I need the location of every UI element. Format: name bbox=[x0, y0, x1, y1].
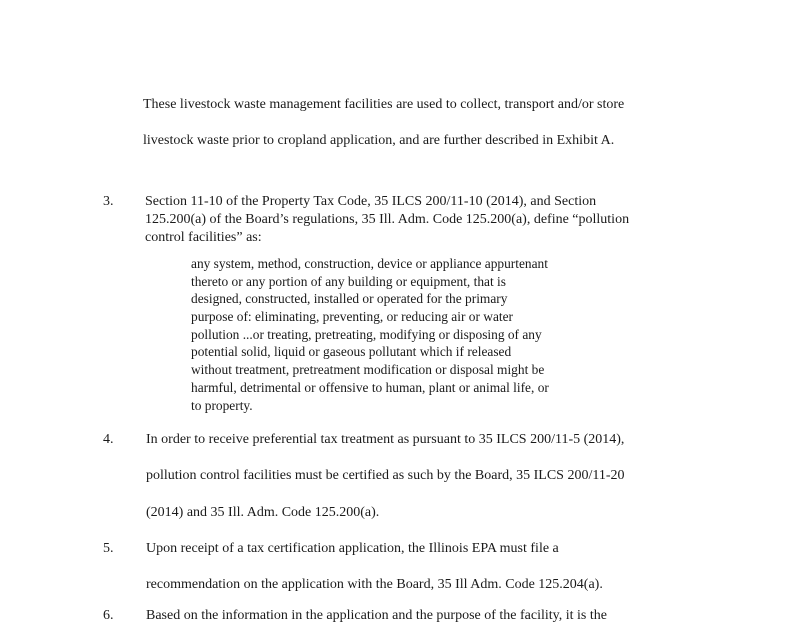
quote-line: designed, constructed, installed or operated for the primary bbox=[191, 291, 508, 306]
quote-line: any system, method, construction, device or appliance appurtenant bbox=[191, 256, 548, 271]
paragraph-line: Section 11-10 of the Property Tax Code, 35 ILCS 200/11-10 (2014), and Section bbox=[145, 194, 597, 209]
quote-line: without treatment, pretreatment modification or disposal might be bbox=[191, 362, 545, 377]
paragraph-line: Based on the information in the application and the purpose of the facility, it is the bbox=[146, 608, 607, 623]
quote-line: to property. bbox=[191, 398, 253, 413]
quote-line: thereto or any portion of any building or equipment, that is bbox=[191, 274, 506, 289]
paragraph-line: Upon receipt of a tax certification application, the Illinois EPA must file a bbox=[146, 541, 559, 556]
paragraph-line: pollution control facilities must be certified as such by the Board, 35 ILCS 200/11-20 bbox=[146, 468, 625, 483]
paragraph-line: In order to receive preferential tax treatment as pursuant to 35 ILCS 200/11-5 (2014), bbox=[146, 432, 625, 447]
quote-line: pollution ...or treating, pretreating, modifying or disposing of any bbox=[191, 327, 542, 342]
intro-line-2: livestock waste prior to cropland application, and are further described in Exhibit A. bbox=[143, 133, 615, 148]
paragraph-line: 125.200(a) of the Board’s regulations, 35 Ill. Adm. Code 125.200(a), define “pollution bbox=[145, 212, 630, 227]
paragraph-line: control facilities” as: bbox=[145, 230, 262, 245]
quote-line: potential solid, liquid or gaseous pollutant which if released bbox=[191, 344, 512, 359]
paragraph-line: (2014) and 35 Ill. Adm. Code 125.200(a). bbox=[146, 505, 380, 520]
paragraph-number: 4. bbox=[103, 432, 114, 447]
paragraph-number: 5. bbox=[103, 541, 114, 556]
quote-line: purpose of: eliminating, preventing, or reducing air or water bbox=[191, 309, 514, 324]
paragraph-number: 3. bbox=[103, 194, 114, 209]
paragraph-number: 6. bbox=[103, 608, 114, 623]
quote-line: harmful, detrimental or offensive to human, plant or animal life, or bbox=[191, 380, 549, 395]
paragraph-line: recommendation on the application with the Board, 35 Ill Adm. Code 125.204(a). bbox=[146, 577, 603, 592]
intro-line-1: These livestock waste management facilities are used to collect, transport and/or store bbox=[143, 97, 625, 112]
